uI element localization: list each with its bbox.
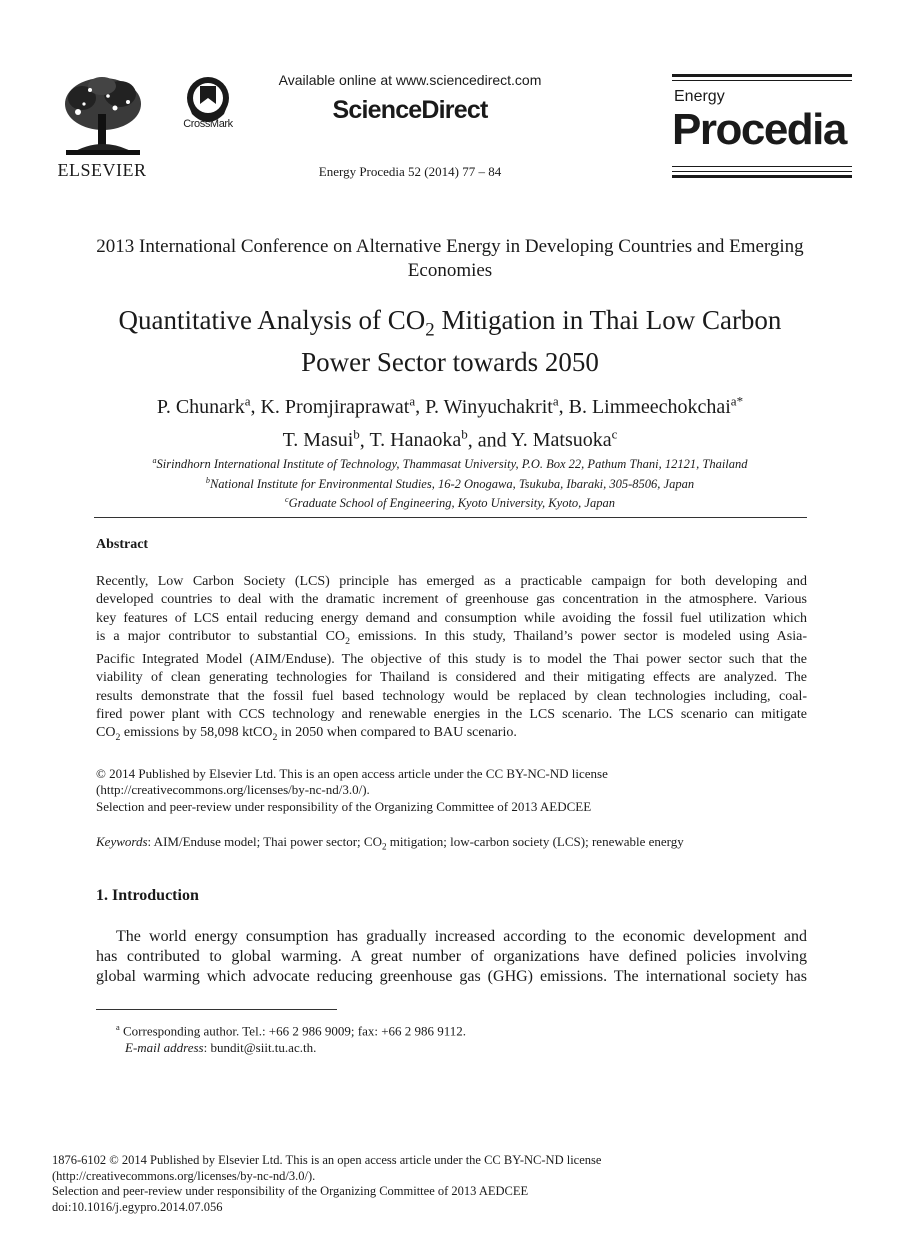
abstract-body: Recently, Low Carbon Society (LCS) principle has emerged as a practicable campaign for both developing and developed countries to deal with the dramatic increment of greenhouse gas concentration in the atmosphere. Various key features of LCS entail reducing energy demand and consumption while avoiding the fossil fuel utilization which is a major contributor to substantial $CO_2$ emissions. In this study, Thailand’s power sector is modeled using Asia- Pacific Integrated Model (AIM/Enduse). The objective of this study is to model the Thai power sector such that the viability of clean generating technologies for Thailand is considered and their mitigating effects are analyzed. The results demonstrate that the fossil fuel based technology would be replaced by clean technologies including, coal- fired power plant with CCS technology and renewable energies in the LCS scenario. The LCS scenario can mitigate $CO_2$ emissions by 58,098 ktCO$_2$ in 2050 when compared to BAU scenario. <box>96 574 807 743</box>
title-subscript: 2 <box>425 319 435 341</box>
affiliation-item: $^b$National Institute for Environmental Studies, 16-2 Onogawa, Tsukuba, Ibaraki, 305-8506, Japan <box>205 475 695 491</box>
doi[interactable]: doi:10.1016/j.egypro.2014.07.056 <box>52 1200 223 1215</box>
available-online-text: Available online at www.sciencedirect.com <box>278 72 542 88</box>
title-line2: Power Sector towards 2050 <box>301 347 599 378</box>
bottom-publication-info: 1876-6102 © 2014 Published by Elsevier Ltd. This is an open access article under the CC BY-NC-ND license (http://creativecommons.org/licenses/by-nc-nd/3.0/). Selection and peer-review under responsibility of the Organizing Committee of 2013 AEDCEE doi:10.1016/j.egypro.2014.07.056 <box>52 1153 812 1216</box>
brand-rule <box>672 80 852 81</box>
license-line: © 2014 Published by Elsevier Ltd. This is an open access article under the CC BY-NC-ND license <box>96 766 608 781</box>
brand-rule <box>672 175 852 178</box>
introduction-body: The world energy consumption has gradually increased according to the economic development and has contributed to global warming. A great number of organizations have defined policies involving global warming which advocate reducing greenhouse gas (GHG) emissions. The international society has <box>96 928 807 985</box>
journal-citation: Energy Procedia 52 (2014) 77 – 84 <box>318 164 502 179</box>
brand-procedia-text: Procedia <box>672 105 846 154</box>
sciencedirect-title: ScienceDirect <box>332 96 488 124</box>
brand-rule <box>672 166 852 167</box>
keywords: Keywords: AIM/Enduse model; Thai power sector; $CO_2$ mitigation; low-carbon society (LCS); renewable energy <box>96 834 684 852</box>
keywords-label: Keywords <box>96 834 148 849</box>
brand-energy-text: Energy <box>674 88 725 105</box>
brand-rule <box>672 74 852 77</box>
license-link[interactable]: (http://creativecommons.org/licenses/by-nc-nd/3.0/). <box>52 1168 316 1183</box>
elsevier-logo <box>52 74 152 184</box>
brand-rule <box>672 171 852 172</box>
author[interactable]: T. Masui$^b$ <box>282 426 360 452</box>
footnote: $^a$ Corresponding author. Tel.: +66 2 986 9009; fax: +66 2 986 9112. E-mail address: bundit@siit.tu.ac.th. <box>116 1022 467 1056</box>
conference-name: 2013 International Conference on Alternative Energy in Developing Countries and Emerging Economies <box>96 236 804 281</box>
elsevier-wordmark: ELSEVIER <box>57 160 147 180</box>
author[interactable]: K. Promjiraprawat$^a$ <box>260 393 416 418</box>
affiliations <box>70 453 830 512</box>
elsevier-tree-icon <box>60 74 146 158</box>
author[interactable]: T. Hanaoka$^b$ <box>369 426 468 452</box>
energy-procedia-logo <box>672 74 852 178</box>
title-part2: Mitigation in Thai Low Carbon <box>434 305 782 335</box>
affiliation-item: $^a$Sirindhorn International Institute of Technology, Thammasat University, P.O. Box 22, Pathum Thani, 12121, Thailand <box>152 456 748 472</box>
author[interactable]: Y. Matsuoka$^c$ <box>510 426 618 452</box>
section-divider <box>94 517 807 518</box>
email-address[interactable]: : bundit@siit.tu.ac.th. <box>203 1040 317 1056</box>
introduction-heading: 1. Introduction <box>96 887 199 904</box>
license-link[interactable]: (http://creativecommons.org/licenses/by-nc-nd/3.0/). <box>96 782 370 798</box>
footnote-divider <box>96 1009 337 1010</box>
author[interactable]: B. Limmeechokchai$^{a*}$ <box>568 393 744 418</box>
abstract-heading: Abstract <box>96 537 149 552</box>
paper-title <box>70 304 830 378</box>
affiliation-item: $^c$Graduate School of Engineering, Kyoto University, Kyoto, Japan <box>285 495 615 511</box>
title-part1: Quantitative Analysis of CO <box>118 305 426 335</box>
license-line: Selection and peer-review under responsibility of the Organizing Committee of 2013 AEDCEE <box>96 798 592 814</box>
author[interactable]: P. Chunark$^a$ <box>156 393 251 418</box>
author[interactable]: P. Winyuchakrit$^a$ <box>425 393 559 418</box>
license-block <box>96 766 807 815</box>
crossmark-label: CrossMark <box>183 118 233 130</box>
author-list: P. Chunark$^a$, K. Promjiraprawat$^a$, P. Winyuchakrit$^a$, B. Limmeechokchai$^{a*}$ T. Masui$^b$, T. Hanaoka$^b$, and Y. Matsuoka$^c$ <box>156 393 744 452</box>
